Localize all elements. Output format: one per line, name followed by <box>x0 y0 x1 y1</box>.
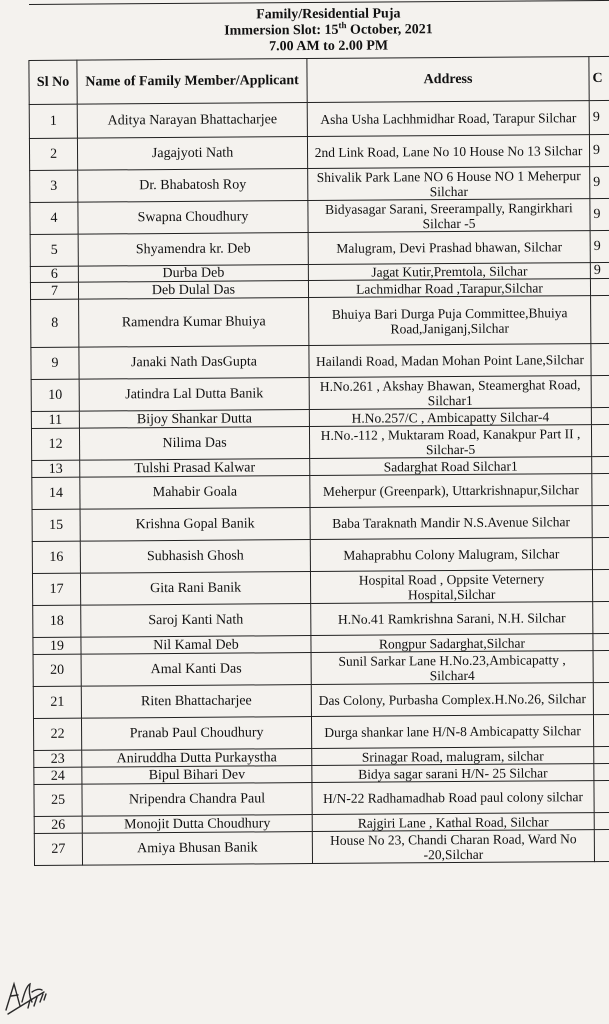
table-row <box>31 295 609 347</box>
sl-cell: 1 <box>29 104 77 138</box>
address-cell: Rajgiri Lane , Kathal Road, Silchar <box>312 813 594 832</box>
title-line-2: Immersion Slot: 15th October, 2021 <box>224 19 433 39</box>
table-row <box>32 537 609 573</box>
fourth-column-cell <box>591 343 609 375</box>
address-cell: Baba Taraknath Mandir N.S.Avenue Silchar <box>310 506 592 540</box>
sl-cell: 21 <box>33 686 81 718</box>
name-cell: Aniruddha Dutta Purkaystha <box>82 749 312 768</box>
sl-cell: 6 <box>30 266 78 282</box>
name-cell: Krishna Gopal Banik <box>80 508 310 542</box>
sl-cell: 15 <box>32 509 80 541</box>
name-cell: Deb Dulal Das <box>78 281 308 300</box>
sl-cell: 10 <box>31 379 79 411</box>
address-cell: Rongpur Sadarghat,Silchar <box>311 634 593 653</box>
sl-cell: 4 <box>30 202 78 234</box>
sl-cell: 5 <box>30 234 78 266</box>
table-row <box>30 230 609 266</box>
name-cell: Monojit Dutta Choudhury <box>82 815 312 834</box>
sl-cell: 13 <box>32 460 80 477</box>
table-row <box>33 682 609 718</box>
fourth-column-cell <box>592 569 609 601</box>
column-header-sl: Sl No <box>29 60 77 104</box>
sl-cell: 23 <box>34 750 82 767</box>
fourth-column-cell <box>594 812 609 829</box>
sl-cell: 2 <box>29 138 77 170</box>
table-row <box>34 829 609 865</box>
document-title <box>29 0 609 60</box>
name-cell: Riten Bhattacharjee <box>81 685 311 719</box>
sl-cell: 26 <box>34 816 82 833</box>
address-cell: H.No.261 , Akshay Bhawan, Steamerghat Road, Silchar1 <box>309 376 591 410</box>
column-header-fourth: C <box>589 56 609 100</box>
name-cell: Shyamendra kr. Deb <box>78 233 308 267</box>
name-cell: Dr. Bhabatosh Roy <box>78 169 308 203</box>
sl-cell: 25 <box>34 784 82 816</box>
name-cell: Mahabir Goala <box>80 476 310 510</box>
name-cell: Nilima Das <box>79 427 309 461</box>
table-row <box>32 569 609 605</box>
address-cell: House No 23, Chandi Charan Road, Ward No -20,Silchar <box>312 830 594 864</box>
address-cell: Srinagar Road, malugram, silchar <box>312 747 594 766</box>
name-cell: Janaki Nath DasGupta <box>79 346 309 380</box>
name-cell: Bipul Bihari Dev <box>82 766 312 785</box>
sl-cell: 18 <box>33 605 81 637</box>
document-sheet <box>28 0 609 866</box>
fourth-column-cell <box>594 763 609 780</box>
table-row <box>29 100 609 138</box>
name-cell: Amal Kanti Das <box>81 653 311 687</box>
address-cell: Asha Usha Lachhmidhar Road, Tarapur Silchar <box>307 101 589 137</box>
sl-cell: 24 <box>34 767 82 784</box>
address-cell: Lachmidhar Road ,Tarapur,Silchar <box>308 279 590 298</box>
fourth-column-cell <box>594 829 609 861</box>
address-cell: Shivalik Park Lane NO 6 House NO 1 Meherpur Silchar <box>308 167 590 201</box>
fourth-column-cell <box>593 714 609 746</box>
table-row <box>31 424 609 460</box>
name-cell: Subhasish Ghosh <box>80 540 310 574</box>
fourth-column-cell <box>591 375 609 407</box>
sl-cell: 8 <box>31 299 79 347</box>
fourth-column-cell <box>591 424 609 456</box>
puja-list-table <box>28 0 609 866</box>
table-row <box>33 650 609 686</box>
address-cell: Hailandi Road, Madan Mohan Point Lane,Silchar <box>309 344 591 378</box>
address-cell: Mahaprabhu Colony Malugram, Silchar <box>310 538 592 572</box>
address-cell: H/N-22 Radhamadhab Road paul colony silchar <box>312 781 594 815</box>
fourth-column-cell <box>593 601 609 633</box>
name-cell: Swapna Choudhury <box>78 201 308 235</box>
fourth-column-cell <box>594 746 609 763</box>
fourth-column-cell <box>591 407 609 424</box>
name-cell: Durba Deb <box>78 265 308 283</box>
fourth-column-cell <box>592 473 609 505</box>
fourth-column-cell: 9 <box>590 166 609 198</box>
sl-cell: 20 <box>33 654 81 686</box>
address-cell: 2nd Link Road, Lane No 10 House No 13 Silchar <box>307 135 589 169</box>
name-cell: Ramendra Kumar Bhuiya <box>79 298 309 348</box>
table-row <box>31 343 609 379</box>
address-cell: Meherpur (Greenpark), Uttarkrishnapur,Silchar <box>310 474 592 508</box>
sl-cell: 3 <box>30 170 78 202</box>
table-row <box>33 714 609 750</box>
table-row <box>33 601 609 637</box>
address-cell: Bidya sagar sarani H/N- 25 Silchar <box>312 764 594 783</box>
fourth-column-cell <box>594 780 609 812</box>
name-cell: Pranab Paul Choudhury <box>81 717 311 751</box>
sl-cell: 12 <box>31 428 79 460</box>
fourth-column-cell: 9 <box>590 262 609 278</box>
title-line-1: Family/Residential Puja <box>256 5 401 22</box>
table-row <box>30 166 609 202</box>
sl-cell: 14 <box>32 477 80 509</box>
name-cell: Jatindra Lal Dutta Banik <box>79 378 309 412</box>
sl-cell: 17 <box>32 573 80 605</box>
address-cell: Das Colony, Purbasha Complex.H.No.26, Silchar <box>311 683 593 717</box>
table-row <box>34 780 609 816</box>
sl-cell: 22 <box>33 718 81 750</box>
name-cell: Saroj Kanti Nath <box>81 604 311 638</box>
name-cell: Tulshi Prasad Kalwar <box>80 459 310 478</box>
sl-cell: 7 <box>30 282 78 299</box>
fourth-column-cell <box>593 633 609 650</box>
fourth-column-cell <box>592 505 609 537</box>
address-cell: H.No.-112 , Muktaram Road, Kanakpur Part II , Silchar-5 <box>309 425 591 459</box>
table-row <box>30 198 609 234</box>
sl-cell: 9 <box>31 347 79 379</box>
address-cell: Bhuiya Bari Durga Puja Committee,Bhuiya Road,Janiganj,Silchar <box>309 296 591 346</box>
handwritten-signature <box>2 962 50 1018</box>
fourth-column-cell: 9 <box>589 100 609 134</box>
name-cell: Nil Kamal Deb <box>81 636 311 655</box>
name-cell: Amiya Bhusan Banik <box>82 832 312 866</box>
address-cell: Sadarghat Road Silchar1 <box>310 457 592 476</box>
fourth-column-cell: 9 <box>590 230 609 262</box>
name-cell: Jagajyoti Nath <box>77 137 307 171</box>
address-cell: Sunil Sarkar Lane H.No.23,Ambicapatty , Silchar4 <box>311 651 593 685</box>
column-header-name: Name of Family Member/Applicant <box>77 59 307 105</box>
sl-cell: 16 <box>32 541 80 573</box>
fourth-column-cell: 9 <box>590 198 609 230</box>
address-cell: Durga shankar lane H/N-8 Ambicapatty Silchar <box>311 715 593 749</box>
fourth-column-cell <box>592 456 609 473</box>
name-cell: Bijoy Shankar Dutta <box>79 410 309 429</box>
fourth-column-cell: 9 <box>589 134 609 166</box>
sl-cell: 11 <box>31 411 79 428</box>
fourth-column-cell <box>592 537 609 569</box>
table-row <box>29 134 609 170</box>
fourth-column-cell <box>590 278 609 295</box>
sl-cell: 19 <box>33 637 81 654</box>
column-header-address: Address <box>307 57 589 103</box>
address-cell: Hospital Road , Oppsite Veternery Hospital,Silchar <box>310 570 592 604</box>
sl-cell: 27 <box>34 833 82 865</box>
address-cell: Malugram, Devi Prashad bhawan, Silchar <box>308 231 590 265</box>
fourth-column-cell <box>593 650 609 682</box>
table-row <box>31 375 609 411</box>
table-row <box>32 505 609 541</box>
address-cell: H.No.257/C , Ambicapatty Silchar-4 <box>309 408 591 427</box>
title-line-3: 7.00 AM to 2.00 PM <box>269 37 389 54</box>
address-cell: H.No.41 Ramkrishna Sarani, N.H. Silchar <box>311 602 593 636</box>
address-cell: Jagat Kutir,Premtola, Silchar <box>308 263 590 281</box>
name-cell: Nripendra Chandra Paul <box>82 783 312 817</box>
address-cell: Bidyasagar Sarani, Sreerampally, Rangirkhari Silchar -5 <box>308 199 590 233</box>
name-cell: Aditya Narayan Bhattacharjee <box>77 103 307 139</box>
name-cell: Gita Rani Banik <box>80 572 310 606</box>
fourth-column-cell <box>593 682 609 714</box>
fourth-column-cell <box>591 295 609 343</box>
table-row <box>32 473 609 509</box>
